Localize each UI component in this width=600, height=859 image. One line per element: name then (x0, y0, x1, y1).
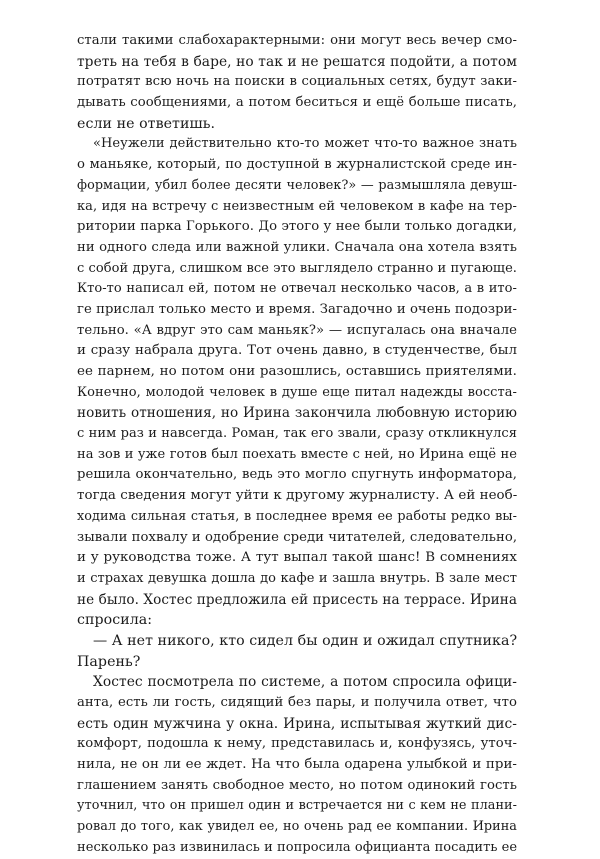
text-line: ее парнем, но потом они разошлись, оставшись приятелями. (77, 364, 517, 379)
text-line: и сразу набрала друга. Тот очень давно, в студенчестве, был (77, 343, 517, 359)
text-line: Парень? (77, 653, 141, 670)
text-line: ритории парка Горького. До этого у нее были только догадки, (77, 219, 517, 235)
text-line: дывать сообщениями, а потом беситься и ещё больше писать, (77, 95, 517, 111)
text-line: — А нет никого, кто сидел бы один и ожидал спутника? (93, 632, 518, 649)
text-line: спросила: (77, 612, 153, 629)
text-line: «Неужели действительно кто-то может что-то важное знать (93, 136, 517, 152)
text-line: не было. Хостес предложила ей присесть на террасе. Ирина (77, 591, 517, 608)
text-line: есть один мужчина у окна. Ирина, испытывая жуткий дис- (77, 715, 517, 732)
text-line: треть на тебя в баре, но так и не решатся подойти, а потом (77, 53, 517, 70)
text-line: с собой друга, слишком все это выглядело странно и пугающе. (77, 260, 517, 276)
text-line: потратят всю ночь на поиски в социальных сетях, будут заки- (77, 74, 517, 90)
text-line: стали такими слабохарактерными: они могут весь вечер смо- (77, 33, 517, 48)
text-line: на зов и уже готов был поехать вместе с ней, но Ирина ещё не (77, 446, 517, 462)
text-line: формации, убил более десяти человек?» — размышляла девуш- (77, 177, 517, 193)
text-line: решила окончательно, ведь это могло спугнуть информатора, (77, 467, 517, 483)
text-line: ходима сильная статья, в последнее время ее работы редко вы- (77, 508, 517, 524)
text-line: если не ответишь. (77, 115, 216, 132)
body-text (77, 31, 517, 859)
text-line: зывали похвалу и одобрение среди читателей, следовательно, (77, 529, 518, 545)
text-line: анта, есть ли гость, сидящий без пары, и получила ответ, что (77, 695, 517, 710)
text-line: Хостес посмотрела по системе, а потом спросила офици- (93, 674, 517, 691)
text-line: глашением занять свободное место, но потом одинокий гость (77, 777, 517, 793)
text-line: тельно. «А вдруг это сам маньяк?» — испугалась она вначале (77, 322, 517, 338)
text-line: ка, идя на встречу с неизвестным ей человеком в кафе на тер- (77, 198, 517, 214)
text-line: уточнил, что он пришел один и встречается ни с кем не плани- (77, 798, 517, 814)
text-line: Кто-то написал ей, потом не отвечал несколько часов, а в ито- (77, 281, 517, 297)
text-line: о маньяке, который, по доступной в журналистской среде ин- (77, 157, 517, 173)
text-line: с ним раз и навсегда. Роман, так его звали, сразу откликнулся (77, 426, 517, 442)
text-line: несколько раз извинилась и попросила официанта посадить ее (77, 839, 518, 855)
text-line: ге прислал только место и время. Загадочно и очень подозри- (77, 301, 517, 317)
text-line: ровал до того, как увидел ее, но очень рад ее компании. Ирина (77, 819, 517, 835)
text-line: комфорт, подошла к нему, представилась и, конфузясь, уточ- (77, 736, 517, 752)
text-line: и страхах девушка дошла до кафе и зашла внутрь. В зале мест (77, 570, 517, 586)
text-line: новить отношения, но Ирина закончила любовную историю (77, 405, 517, 422)
text-line: Конечно, молодой человек в душе еще питал надежды восста- (77, 384, 517, 400)
text-line: и у руководства тоже. А тут выпал такой шанс! В сомнениях (77, 550, 517, 566)
text-line: нила, не он ли ее ждет. На что была одарена улыбкой и при- (77, 757, 517, 773)
text-line: ни одного следа или важной улики. Сначала она хотела взять (77, 239, 517, 255)
text-line: тогда сведения могут уйти к другому журналисту. А ей необ- (77, 488, 518, 504)
